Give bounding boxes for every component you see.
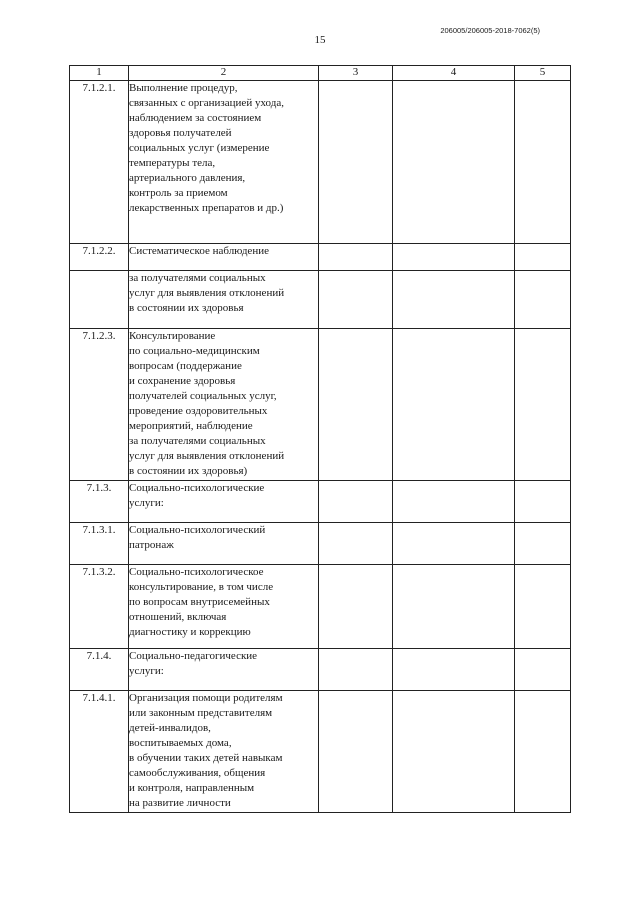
empty-cell bbox=[515, 271, 571, 329]
service-description bbox=[129, 244, 319, 271]
table-row bbox=[70, 649, 571, 691]
description-line: в состоянии их здоровья bbox=[129, 302, 244, 314]
column-header: 1 bbox=[70, 66, 129, 81]
empty-cell bbox=[319, 481, 393, 523]
description-line: за получателями социальных bbox=[129, 272, 266, 284]
service-description bbox=[129, 523, 319, 565]
description-line: по социально-медицинским bbox=[129, 345, 260, 357]
description-line: услуги: bbox=[129, 497, 164, 509]
description-line: за получателями социальных bbox=[129, 435, 266, 447]
description-line: наблюдением за состоянием bbox=[129, 112, 262, 124]
item-number: 7.1.2.3. bbox=[70, 329, 129, 481]
column-header: 2 bbox=[129, 66, 319, 81]
description-line: здоровья получателей bbox=[129, 127, 232, 139]
empty-cell bbox=[515, 523, 571, 565]
description-line: в обучении таких детей навыкам bbox=[129, 752, 283, 764]
column-header: 5 bbox=[515, 66, 571, 81]
document-code: 206005/206005-2018-7062(5) bbox=[440, 26, 540, 35]
empty-cell bbox=[515, 244, 571, 271]
service-description bbox=[129, 565, 319, 649]
item-number bbox=[70, 271, 129, 329]
empty-cell bbox=[319, 691, 393, 813]
description-line: контроль за приемом bbox=[129, 187, 228, 199]
empty-cell bbox=[393, 81, 515, 244]
empty-cell bbox=[319, 329, 393, 481]
empty-cell bbox=[393, 329, 515, 481]
service-description bbox=[129, 271, 319, 329]
description-line: мероприятий, наблюдение bbox=[129, 420, 253, 432]
item-number: 7.1.2.1. bbox=[70, 81, 129, 244]
description-line: получателей социальных услуг, bbox=[129, 390, 277, 402]
service-description bbox=[129, 691, 319, 813]
description-line: проведение оздоровительных bbox=[129, 405, 268, 417]
description-line: консультирование, в том числе bbox=[129, 581, 274, 593]
item-number: 7.1.3.1. bbox=[70, 523, 129, 565]
table-row bbox=[70, 81, 571, 244]
description-line: и сохранение здоровья bbox=[129, 375, 236, 387]
service-description bbox=[129, 81, 319, 244]
empty-cell bbox=[393, 244, 515, 271]
empty-cell bbox=[393, 481, 515, 523]
table-row bbox=[70, 244, 571, 271]
description-line: Организация помощи родителям bbox=[129, 692, 283, 704]
empty-cell bbox=[515, 565, 571, 649]
description-line: связанных с организацией ухода, bbox=[129, 97, 284, 109]
description-line: или законным представителям bbox=[129, 707, 273, 719]
description-line: и контроля, направленным bbox=[129, 782, 255, 794]
empty-cell bbox=[319, 523, 393, 565]
service-description bbox=[129, 481, 319, 523]
item-number: 7.1.4. bbox=[70, 649, 129, 691]
empty-cell bbox=[515, 481, 571, 523]
table-row bbox=[70, 481, 571, 523]
table-row bbox=[70, 271, 571, 329]
description-line: Систематическое наблюдение bbox=[129, 245, 269, 257]
empty-cell bbox=[393, 565, 515, 649]
empty-cell bbox=[393, 523, 515, 565]
description-line: услуги: bbox=[129, 665, 164, 677]
page-number: 15 bbox=[314, 34, 326, 46]
services-table bbox=[69, 65, 571, 813]
description-line: по вопросам внутрисемейных bbox=[129, 596, 270, 608]
empty-cell bbox=[319, 81, 393, 244]
empty-cell bbox=[393, 649, 515, 691]
description-line: детей-инвалидов, bbox=[129, 722, 211, 734]
description-line: социальных услуг (измерение bbox=[129, 142, 270, 154]
column-header: 4 bbox=[393, 66, 515, 81]
description-line: самообслуживания, общения bbox=[129, 767, 266, 779]
empty-cell bbox=[319, 649, 393, 691]
description-line: патронаж bbox=[129, 539, 174, 551]
item-number: 7.1.4.1. bbox=[70, 691, 129, 813]
table-row bbox=[70, 565, 571, 649]
item-number: 7.1.3. bbox=[70, 481, 129, 523]
empty-cell bbox=[515, 81, 571, 244]
description-line: температуры тела, bbox=[129, 157, 216, 169]
description-line: воспитываемых дома, bbox=[129, 737, 232, 749]
table-row bbox=[70, 523, 571, 565]
service-description bbox=[129, 649, 319, 691]
description-line: вопросам (поддержание bbox=[129, 360, 242, 372]
description-line: отношений, включая bbox=[129, 611, 227, 623]
empty-cell bbox=[393, 271, 515, 329]
empty-cell bbox=[515, 649, 571, 691]
description-line: Консультирование bbox=[129, 330, 216, 342]
description-line: Социально-педагогические bbox=[129, 650, 258, 662]
description-line: услуг для выявления отклонений bbox=[129, 287, 285, 299]
description-line: на развитие личности bbox=[129, 797, 231, 809]
description-line: в состоянии их здоровья) bbox=[129, 465, 248, 477]
table-header-row bbox=[70, 66, 571, 81]
column-header: 3 bbox=[319, 66, 393, 81]
empty-cell bbox=[319, 271, 393, 329]
table-row bbox=[70, 691, 571, 813]
description-line: артериального давления, bbox=[129, 172, 246, 184]
empty-cell bbox=[515, 691, 571, 813]
empty-cell bbox=[319, 565, 393, 649]
empty-cell bbox=[319, 244, 393, 271]
description-line: Социально-психологическое bbox=[129, 566, 264, 578]
item-number: 7.1.2.2. bbox=[70, 244, 129, 271]
description-line: лекарственных препаратов и др.) bbox=[129, 202, 284, 214]
description-line: Социально-психологические bbox=[129, 482, 265, 494]
table-row bbox=[70, 329, 571, 481]
description-line: Социально-психологический bbox=[129, 524, 266, 536]
description-line: услуг для выявления отклонений bbox=[129, 450, 285, 462]
description-line: Выполнение процедур, bbox=[129, 82, 238, 94]
empty-cell bbox=[515, 329, 571, 481]
service-description bbox=[129, 329, 319, 481]
item-number: 7.1.3.2. bbox=[70, 565, 129, 649]
description-line: диагностику и коррекцию bbox=[129, 626, 251, 638]
empty-cell bbox=[393, 691, 515, 813]
